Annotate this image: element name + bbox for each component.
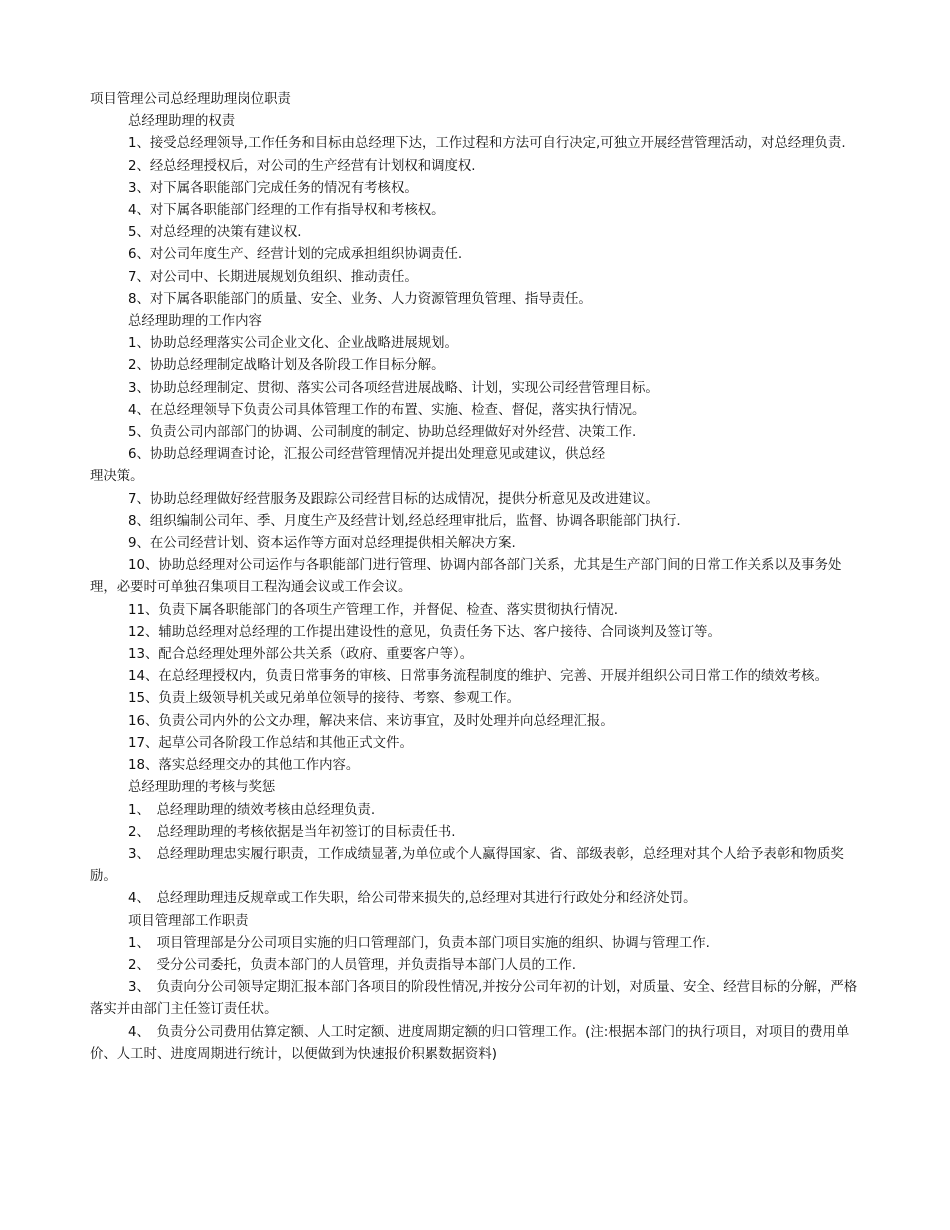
- list-item: 4、在总经理领导下负责公司具体管理工作的布置、实施、检查、督促，落实执行情况。: [128, 402, 646, 418]
- section-heading-authority: 总经理助理的权责: [128, 114, 236, 130]
- list-item: 7、协助总经理做好经营服务及跟踪公司经营目标的达成情况，提供分析意见及改进建议。: [128, 491, 659, 507]
- section-heading-project-dept: 项目管理部工作职责: [128, 913, 249, 929]
- list-item: 1、 总经理助理的绩效考核由总经理负责.: [128, 802, 376, 818]
- list-item: 12、辅助总经理对总经理的工作提出建设性的意见，负责任务下达、客户接待、合同谈判及签订等。: [128, 624, 721, 640]
- list-item: 2、经总经理授权后，对公司的生产经营有计划权和调度权.: [128, 158, 476, 174]
- section-heading-duties: 总经理助理的工作内容: [128, 314, 262, 330]
- list-item: 4、 总经理助理违反规章或工作失职，给公司带来损失的,总经理对其进行行政处分和经济处罚。: [128, 891, 697, 907]
- document-body: [90, 89, 862, 1066]
- list-item: 10、协助总经理对公司运作与各职能部门进行管理、协调内部各部门关系，尤其是生产部门间的日常工作关系以及事务处理，必要时可单独召集项目工程沟通会议或工作会议。: [90, 558, 842, 596]
- list-item-continuation: 理决策。: [90, 469, 144, 485]
- list-item: 2、协助总经理制定战略计划及各阶段工作目标分解。: [128, 358, 445, 374]
- list-item: 3、 总经理助理忠实履行职责，工作成绩显著,为单位或个人赢得国家、省、部级表彰，总经理对其个人给予表彰和物质奖励。: [90, 846, 844, 885]
- duties-list: [90, 333, 862, 777]
- authority-list: [90, 133, 862, 311]
- list-item: 2、 受分公司委托，负责本部门的人员管理，并负责指导本部门人员的工作.: [128, 957, 576, 973]
- list-item: 11、负责下属各职能部门的各项生产管理工作，并督促、检查、落实贯彻执行情况.: [128, 602, 618, 618]
- list-item: 13、配合总经理处理外部公共关系（政府、重要客户等）。: [128, 647, 474, 663]
- list-item: 1、接受总经理领导,工作任务和目标由总经理下达，工作过程和方法可自行决定,可独立开展经营管理活动，对总经理负责.: [128, 136, 846, 152]
- list-item: 8、组织编制公司年、季、月度生产及经营计划,经总经理审批后，监督、协调各职能部门执行.: [128, 513, 681, 529]
- list-item: 15、负责上级领导机关或兄弟单位领导的接待、考察、参观工作。: [128, 691, 520, 707]
- list-item: 8、对下属各职能部门的质量、安全、业务、人力资源管理负管理、指导责任。: [128, 291, 592, 307]
- list-item: 3、对下属各职能部门完成任务的情况有考核权。: [128, 180, 418, 196]
- list-item: 3、 负责向分公司领导定期汇报本部门各项目的阶段性情况,并按分公司年初的计划，对质量、安全、经营目标的分解，严格落实并由部门主任签订责任状。: [90, 980, 858, 1018]
- list-item: 17、起草公司各阶段工作总结和其他正式文件。: [128, 735, 413, 751]
- list-item: 7、对公司中、长期进展规划负组织、推动责任。: [128, 269, 418, 285]
- document-title: 项目管理公司总经理助理岗位职责: [90, 92, 291, 107]
- list-item: 4、对下属各职能部门经理的工作有指导权和考核权。: [128, 203, 445, 219]
- list-item: 6、对公司年度生产、经营计划的完成承担组织协调责任.: [128, 247, 463, 263]
- section-heading-evaluation: 总经理助理的考核与奖惩: [128, 780, 276, 796]
- list-item: 16、负责公司内外的公文办理，解决来信、来访事宜，及时处理并向总经理汇报。: [128, 713, 614, 729]
- list-item: 5、负责公司内部部门的协调、公司制度的制定、协助总经理做好对外经营、决策工作.: [128, 425, 637, 441]
- list-item: 18、落实总经理交办的其他工作内容。: [128, 758, 360, 774]
- list-item: 6、协助总经理调查讨论，汇报公司经营管理情况并提出处理意见或建议，供总经: [128, 447, 606, 463]
- evaluation-list: [90, 800, 862, 911]
- list-item: 9、在公司经营计划、资本运作等方面对总经理提供相关解决方案.: [128, 536, 516, 552]
- list-item: 2、 总经理助理的考核依据是当年初签订的目标责任书.: [128, 824, 456, 840]
- list-item: 4、 负责分公司费用估算定额、人工时定额、进度周期定额的归口管理工作。(注:根据本部门的执行项目，对项目的费用单价、人工时、进度周期进行统计，以便做到为快速报价积累数据资料): [90, 1024, 850, 1062]
- list-item: 14、在总经理授权内，负责日常事务的审核、日常事务流程制度的维护、完善、开展并组织公司日常工作的绩效考核。: [128, 669, 828, 685]
- list-item: 5、对总经理的决策有建议权.: [128, 225, 302, 241]
- list-item: 1、 项目管理部是分公司项目实施的归口管理部门，负责本部门项目实施的组织、协调与管理工作.: [128, 935, 710, 951]
- list-item: 3、协助总经理制定、贯彻、落实公司各项经营进展战略、计划，实现公司经营管理目标。: [128, 380, 659, 396]
- list-item: 1、协助总经理落实公司企业文化、企业战略进展规划。: [128, 336, 458, 352]
- project-dept-list: [90, 933, 862, 1066]
